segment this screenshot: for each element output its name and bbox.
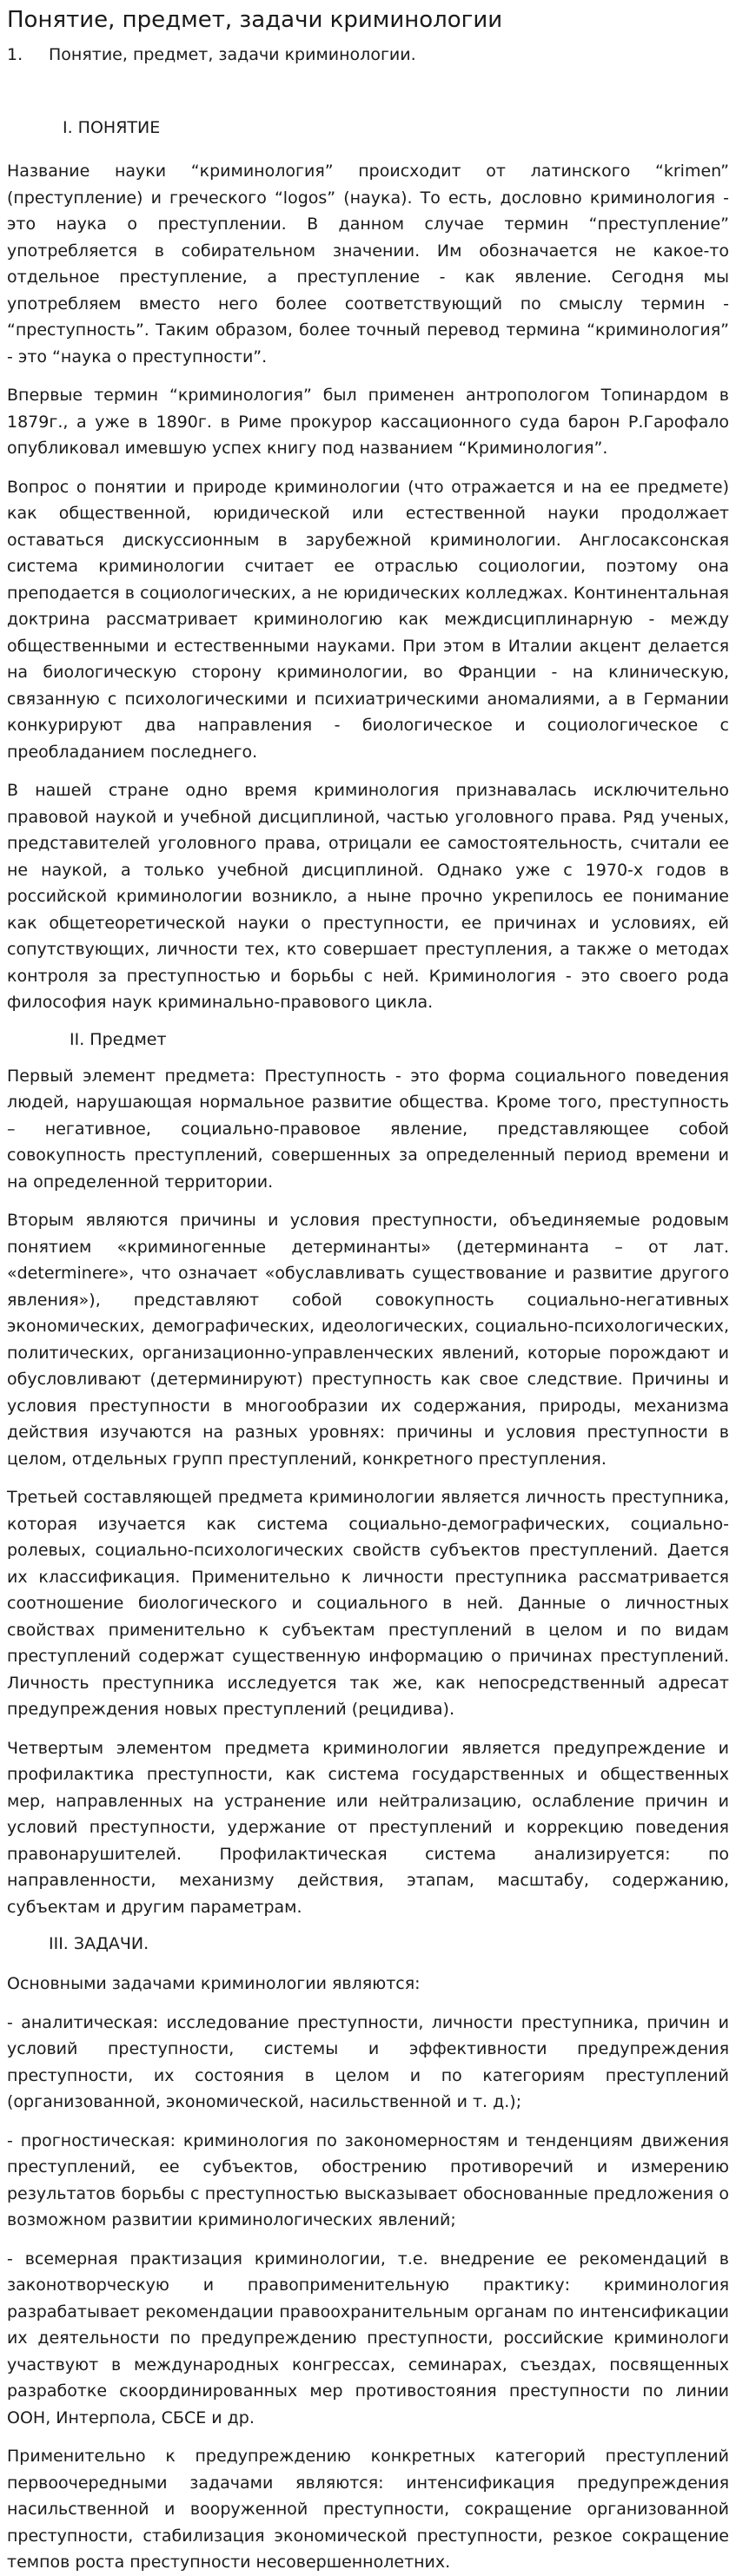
- list-item: - всемерная практизация криминологии, т.е. внедрение ее рекомендаций в законотворческую и правоприменительную практику: криминология разрабатывает рекомендации правоохранительным органам по интенсификации их деятельности по предупреждению преступности, российские криминологи участвуют в международных конгрессах, семинарах, съездах, посвященных разработке скоординированных мер противостояния преступности по линии ООН, Интерпола, СБСЕ и др.: [7, 2249, 729, 2427]
- paragraph: Основными задачами криминологии являются:: [7, 1974, 421, 1993]
- section-heading-tasks: III. ЗАДАЧИ.: [49, 1934, 149, 1953]
- toc-entry: [7, 43, 729, 66]
- section-heading-concept: I. ПОНЯТИЕ: [63, 118, 161, 137]
- paragraph: Применительно к предупреждению конкретных категорий преступлений первоочередными задачами являются: интенсификация предупреждения насильственной и вооруженной преступности, сокращение организованной преступности, стабилизация экономической преступности, резкое сокращение темпов роста преступности несовершеннолетних.: [7, 2447, 729, 2572]
- paragraph: Вопрос о понятии и природе криминологии (что отражается и на ее предмете) как общественной, юридической или естественной науки продолжает оставаться дискуссионным в зарубежной криминологии. Англосаксонская система криминологии считает ее отраслью социологии, поэтому она преподается в социологических, а не юридических колледжах. Континентальная доктрина рассматривает криминологию как междисциплинарную - между общественными и естественными науками. При этом в Италии акцент делается на биологическую сторону криминологии, во Франции - на клиническую, связанную с психологическими и психиатрическими аномалиями, а в Германии конкурируют два направления - биологическое и социологическое с преобладанием последнего.: [7, 477, 729, 762]
- paragraph: Четвертым элементом предмета криминологии является предупреждение и профилактика преступности, как система государственных и общественных мер, направленных на устранение или нейтрализацию, ослабление причин и условий преступности, удержание от преступлений и коррекцию поведения правонарушителей. Профилактическая система анализируется: по направленности, механизму действия, этапам, масштабу, содержанию, субъектам и другим параметрам.: [7, 1738, 729, 1917]
- section-heading-subject: II. Предмет: [70, 1029, 167, 1049]
- paragraph: В нашей стране одно время криминология признавалась исключительно правовой наукой и учебной дисциплиной, частью уголовного права. Ряд ученых, представителей уголовного права, отрицали ее самостоятельность, считали ее не наукой, а только учебной дисциплиной. Однако уже с 1970-х годов в российской криминологии возникло, а ныне прочно укрепилось ее понимание как общетеоретической науки о преступности, ее причинах и условиях, ей сопутствующих, личности тех, кто совершает преступления, а также о методах контроля за преступностью и борьбы с ней. Криминология - это своего рода философия наук криминально-правового цикла.: [7, 781, 729, 1012]
- paragraph: Третьей составляющей предмета криминологии является личность преступника, которая изучается как система социально-демографических, социально-ролевых, социально-психологических свойств субъектов преступлений. Дается их классификация. Применительно к личности преступника рассматривается соотношение биологического и социального в ней. Данные о личностных свойствах применительно к субъектам преступлений в целом и по видам преступлений содержат существенную информацию о причинах преступлений. Личность преступника исследуется так же, как непосредственный адресат предупреждения новых преступлений (рецидива).: [7, 1488, 729, 1719]
- paragraph: Название науки “криминология” происходит от латинского “krimen” (преступление) и греческого “logos” (наука). То есть, дословно криминология - это наука о преступлении. В данном случае термин “преступление” употребляется в собирательном значении. Им обозначается не какое-то отдельное преступление, а преступление - как явление. Сегодня мы употребляем вместо него более соответствующий по смыслу термин - “преступность”. Таким образом, более точный перевод термина “криминология” - это “наука о преступности”.: [7, 162, 729, 367]
- paragraph: Вторым являются причины и условия преступности, объединяемые родовым понятием «криминогенные детерминанты» (детерминанта – от лат. «determinere», что означает «обуславливать существование и развитие другого явления»), представляют собой совокупность социально-негативных экономических, демографических, идеологических, социально-психологических, политических, организационно-управленческих явлений, которые порождают и обусловливают (детерминируют) преступность как свое следствие. Причины и условия преступности в многообразии их содержания, природы, механизма действия изучаются на разных уровнях: причины и условия преступности в целом, отдельных групп преступлений, конкретного преступления.: [7, 1211, 729, 1469]
- paragraph: Первый элемент предмета: Преступность - это форма социального поведения людей, нарушающая нормальное развитие общества. Кроме того, преступность – негативное, социально-правовое явление, представляющее собой совокупность преступлений, совершенных за определенный период времени и на определенной территории.: [7, 1066, 729, 1192]
- page-title: Понятие, предмет, задачи криминологии: [7, 7, 503, 33]
- paragraph: Впервые термин “криминология” был применен антропологом Топинардом в 1879г., а уже в 1890г. в Риме прокурор кассационного суда барон Р.Гарофало опубликовал имевшую успех книгу под названием “Криминология”.: [7, 386, 729, 458]
- toc-number: 1.: [7, 45, 23, 64]
- toc-text: Понятие, предмет, задачи криминологии.: [49, 45, 416, 64]
- list-item: - прогностическая: криминология по закономерностям и тенденциям движения преступлений, ее субъектов, обострению противоречий и измерению результатов борьбы с преступностью высказывает обоснованные предложения о возможном развитии криминологических явлений;: [7, 2130, 729, 2229]
- list-item: - аналитическая: исследование преступности, личности преступника, причин и условий преступности, системы и эффективности предупреждения преступности, их состояния в целом и по категориям преступлений (организованной, экономической, насильственной и т. д.);: [7, 2012, 729, 2111]
